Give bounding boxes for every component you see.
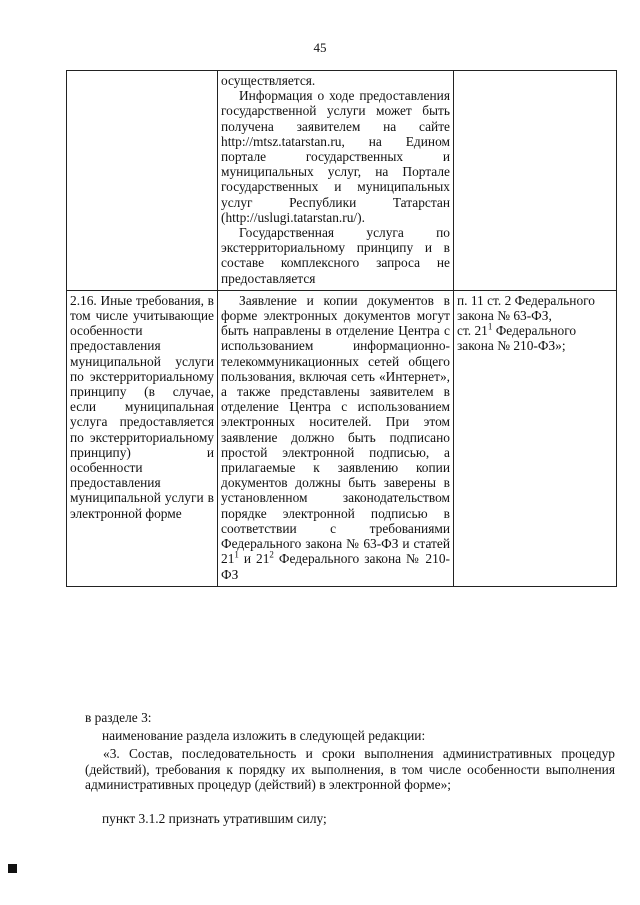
paragraph: пункт 3.1.2 признать утратившим силу; xyxy=(102,811,327,826)
table-row xyxy=(67,290,617,586)
cell-text: п. 11 ст. 2 Федерального закона № 63-ФЗ, xyxy=(457,292,595,324)
page-number: 45 xyxy=(313,40,327,55)
scan-marker xyxy=(8,864,17,873)
cell-text: Федерального закона № 210-ФЗ xyxy=(221,551,450,582)
cell-text: ст. 21 xyxy=(457,323,488,339)
table-cell-description xyxy=(218,290,454,586)
table-cell-empty-left xyxy=(67,71,218,291)
table-row xyxy=(67,71,617,291)
paragraph: в разделе 3: xyxy=(85,710,152,725)
table-cell-requirement-title: 2.16. Иные требования, в том числе учитывающие особенности предоставления муниципальной услуги по экстерриториальному принципу (в случае, если муниципальная услуга предоставляется по экстерриториальному принципу) и особенности предоставления муниципальной услуги в электронной форме xyxy=(67,290,218,586)
table-cell-empty-right xyxy=(454,71,617,291)
cell-text: Заявление и копии документов в форме электронных документов могут быть направлены в отделение Центра с использованием информационно-телекоммуникационных сетей общего пользования, включая сеть «Интернет», а также представлены заявителем в отделение Центра с использованием электронных носителей. При этом заявление должно быть подписано простой электронной подписью, а прилагаемые к заявлению копии документов должны быть заверены в установленном законодательством порядке электронной подписью в соответствии с требованиями Федерального закона № 63-ФЗ и статей 21 xyxy=(221,292,450,567)
table-cell-legal-reference xyxy=(454,290,617,586)
paragraph: наименование раздела изложить в следующей редакции: xyxy=(102,728,426,743)
superscript: 1 xyxy=(487,321,493,332)
cell-paragraph: Государственная услуга по экстерриториальному принципу и в составе комплексного запроса не предоставляется xyxy=(221,225,450,286)
superscript: 1 xyxy=(234,549,239,560)
cell-paragraph: Информация о ходе предоставления государственной услуги может быть получена заявителем на сайте http://mtsz.tatarstan.ru, на Едином портале государственных и муниципальных услуг, на Портале государственных и муниципальных услуг Республики Татарстан (http://uslugi.tatarstan.ru/). xyxy=(221,88,450,225)
document-table xyxy=(66,70,617,587)
table-cell-description xyxy=(218,71,454,291)
cell-text: Федерального закона № 210-ФЗ»; xyxy=(457,323,577,354)
cell-paragraph: осуществляется. xyxy=(221,73,316,88)
superscript: 2 xyxy=(269,549,274,560)
cell-text: и 21 xyxy=(238,551,270,567)
paragraph-quoted-title: «3. Состав, последовательность и сроки выполнения административных процедур (действий), требования к порядку их выполнения, в том числе особенности выполнения административных процедур (действий) в электронной форме»; xyxy=(85,746,615,793)
